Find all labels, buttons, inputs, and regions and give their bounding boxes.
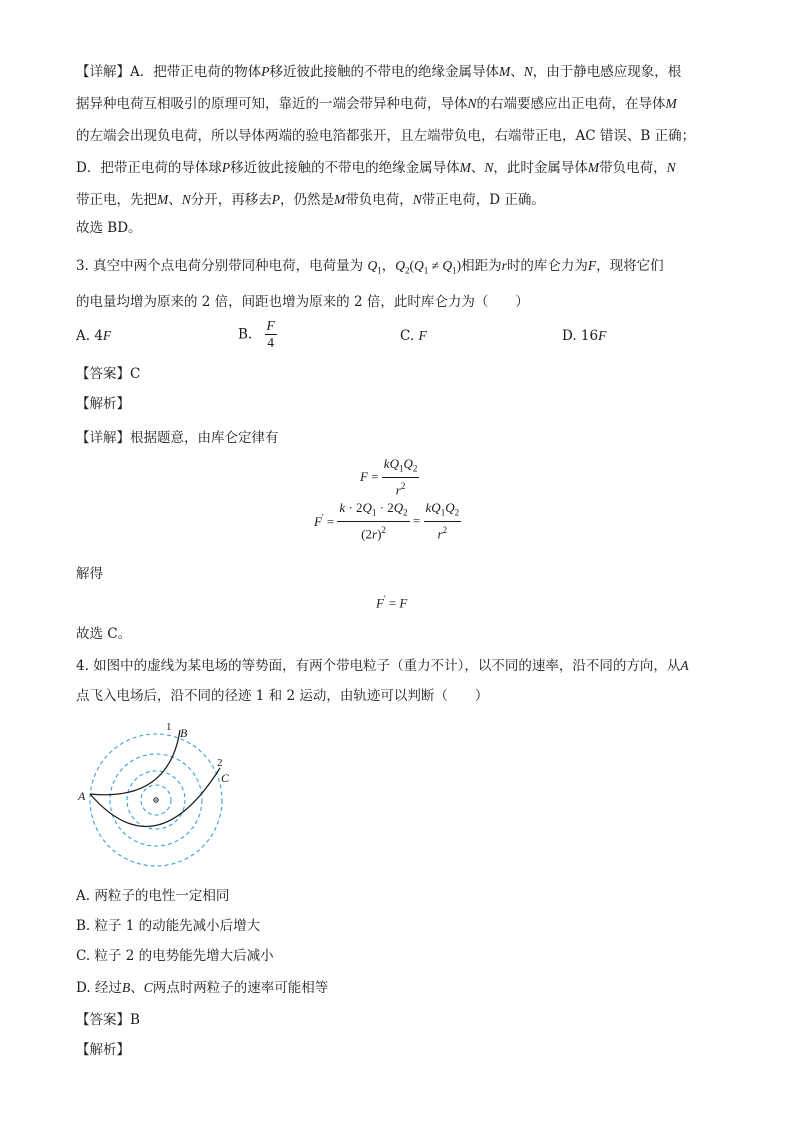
coulomb-equation-new: F' = $\frac{k \cdot 2Q_1 \cdot 2Q_2}{(2r)^2}$ = $\frac{kQ_1Q_2}{r^2}$	[314, 500, 460, 541]
q2-detail-line-1: 【详解】A．把带正电荷的物体P移近彼此接触的不带电的绝缘金属导体M、N，由于静电感应现象，根	[76, 64, 682, 80]
trajectory-2	[90, 768, 220, 826]
q3-analysis-heading: 【解析】	[76, 396, 130, 412]
q2-conclusion: 故选 BD。	[76, 220, 142, 236]
q2-detail-line-5: 带正电，先把M、N分开，再移去P，仍然是M带负电荷，N带正电荷，D 正确。	[76, 192, 545, 208]
q4-option-c: C. 粒子 2 的电势能先增大后减小	[76, 948, 274, 964]
coulomb-equation: F = $\frac{kQ_1Q_2}{r^2}$	[360, 456, 418, 497]
q4-question-line-1: 4. 如图中的虚线为某电场的等势面，有两个带电粒子（重力不计），以不同的速率，沿不同的方向，从A	[76, 658, 689, 674]
q3-solve-label: 解得	[76, 566, 103, 582]
q3-question-line-1: 3. 真空中两个点电荷分别带同种电荷，电荷量为 $Q_1$，$Q_2(Q_1 \ne Q_1)$相距为r时的库仑力为F，现将它们	[76, 258, 664, 276]
label-a: A	[78, 789, 86, 803]
q3-option-c: C. F	[400, 328, 427, 344]
q4-question-line-2: 点飞入电场后，沿不同的径迹 1 和 2 运动，由轨迹可以判断（ ）	[76, 688, 489, 704]
q4-option-b: B. 粒子 1 的动能先减小后增大	[76, 918, 261, 934]
q3-option-a: A. 4F	[76, 328, 112, 344]
q3-option-b: B. $\frac{F}{4}$	[238, 318, 275, 350]
q3-conclusion: 故选 C。	[76, 626, 132, 642]
q3-option-d: D. 16F	[562, 328, 607, 344]
q2-detail-line-4: D．把带正电荷的导体球P移近彼此接触的不带电的绝缘金属导体M、N，此时金属导体M带负电荷，N	[76, 160, 676, 176]
label-1: 1	[166, 721, 172, 733]
q3-question-line-2: 的电量均增为原来的 2 倍，间距也增为原来的 2 倍，此时库仑力为（ ）	[76, 294, 529, 310]
result-equation: F' = F	[376, 594, 408, 611]
charge-expression: $Q_1$，$Q_2(Q_1 \ne Q_1)$	[367, 258, 462, 276]
q2-detail-line-3: 的左端会出现负电荷，所以导体两端的验电箔都张开，且左端带负电，右端带正电，AC 错误、B 正确；	[76, 128, 696, 144]
q4-analysis-heading: 【解析】	[76, 1042, 130, 1058]
label-2: 2	[217, 757, 223, 769]
q3-detail: 【详解】根据题意，由库仑定律有	[76, 430, 279, 446]
q4-option-a: A. 两粒子的电性一定相同	[76, 888, 230, 904]
q4-option-d: D. 经过B、C两点时两粒子的速率可能相等	[76, 980, 329, 996]
label-c: C	[221, 771, 230, 785]
q2-detail-line-2: 据异种电荷互相吸引的原理可知，靠近的一端会带异种电荷，导体N的右端要感应出正电荷，在导体M	[76, 96, 677, 112]
q3-answer: 【答案】C	[76, 366, 141, 382]
trajectory-1	[90, 730, 180, 795]
q4-answer: 【答案】B	[76, 1012, 140, 1028]
label-b: B	[180, 726, 188, 740]
electric-field-figure	[74, 720, 244, 870]
